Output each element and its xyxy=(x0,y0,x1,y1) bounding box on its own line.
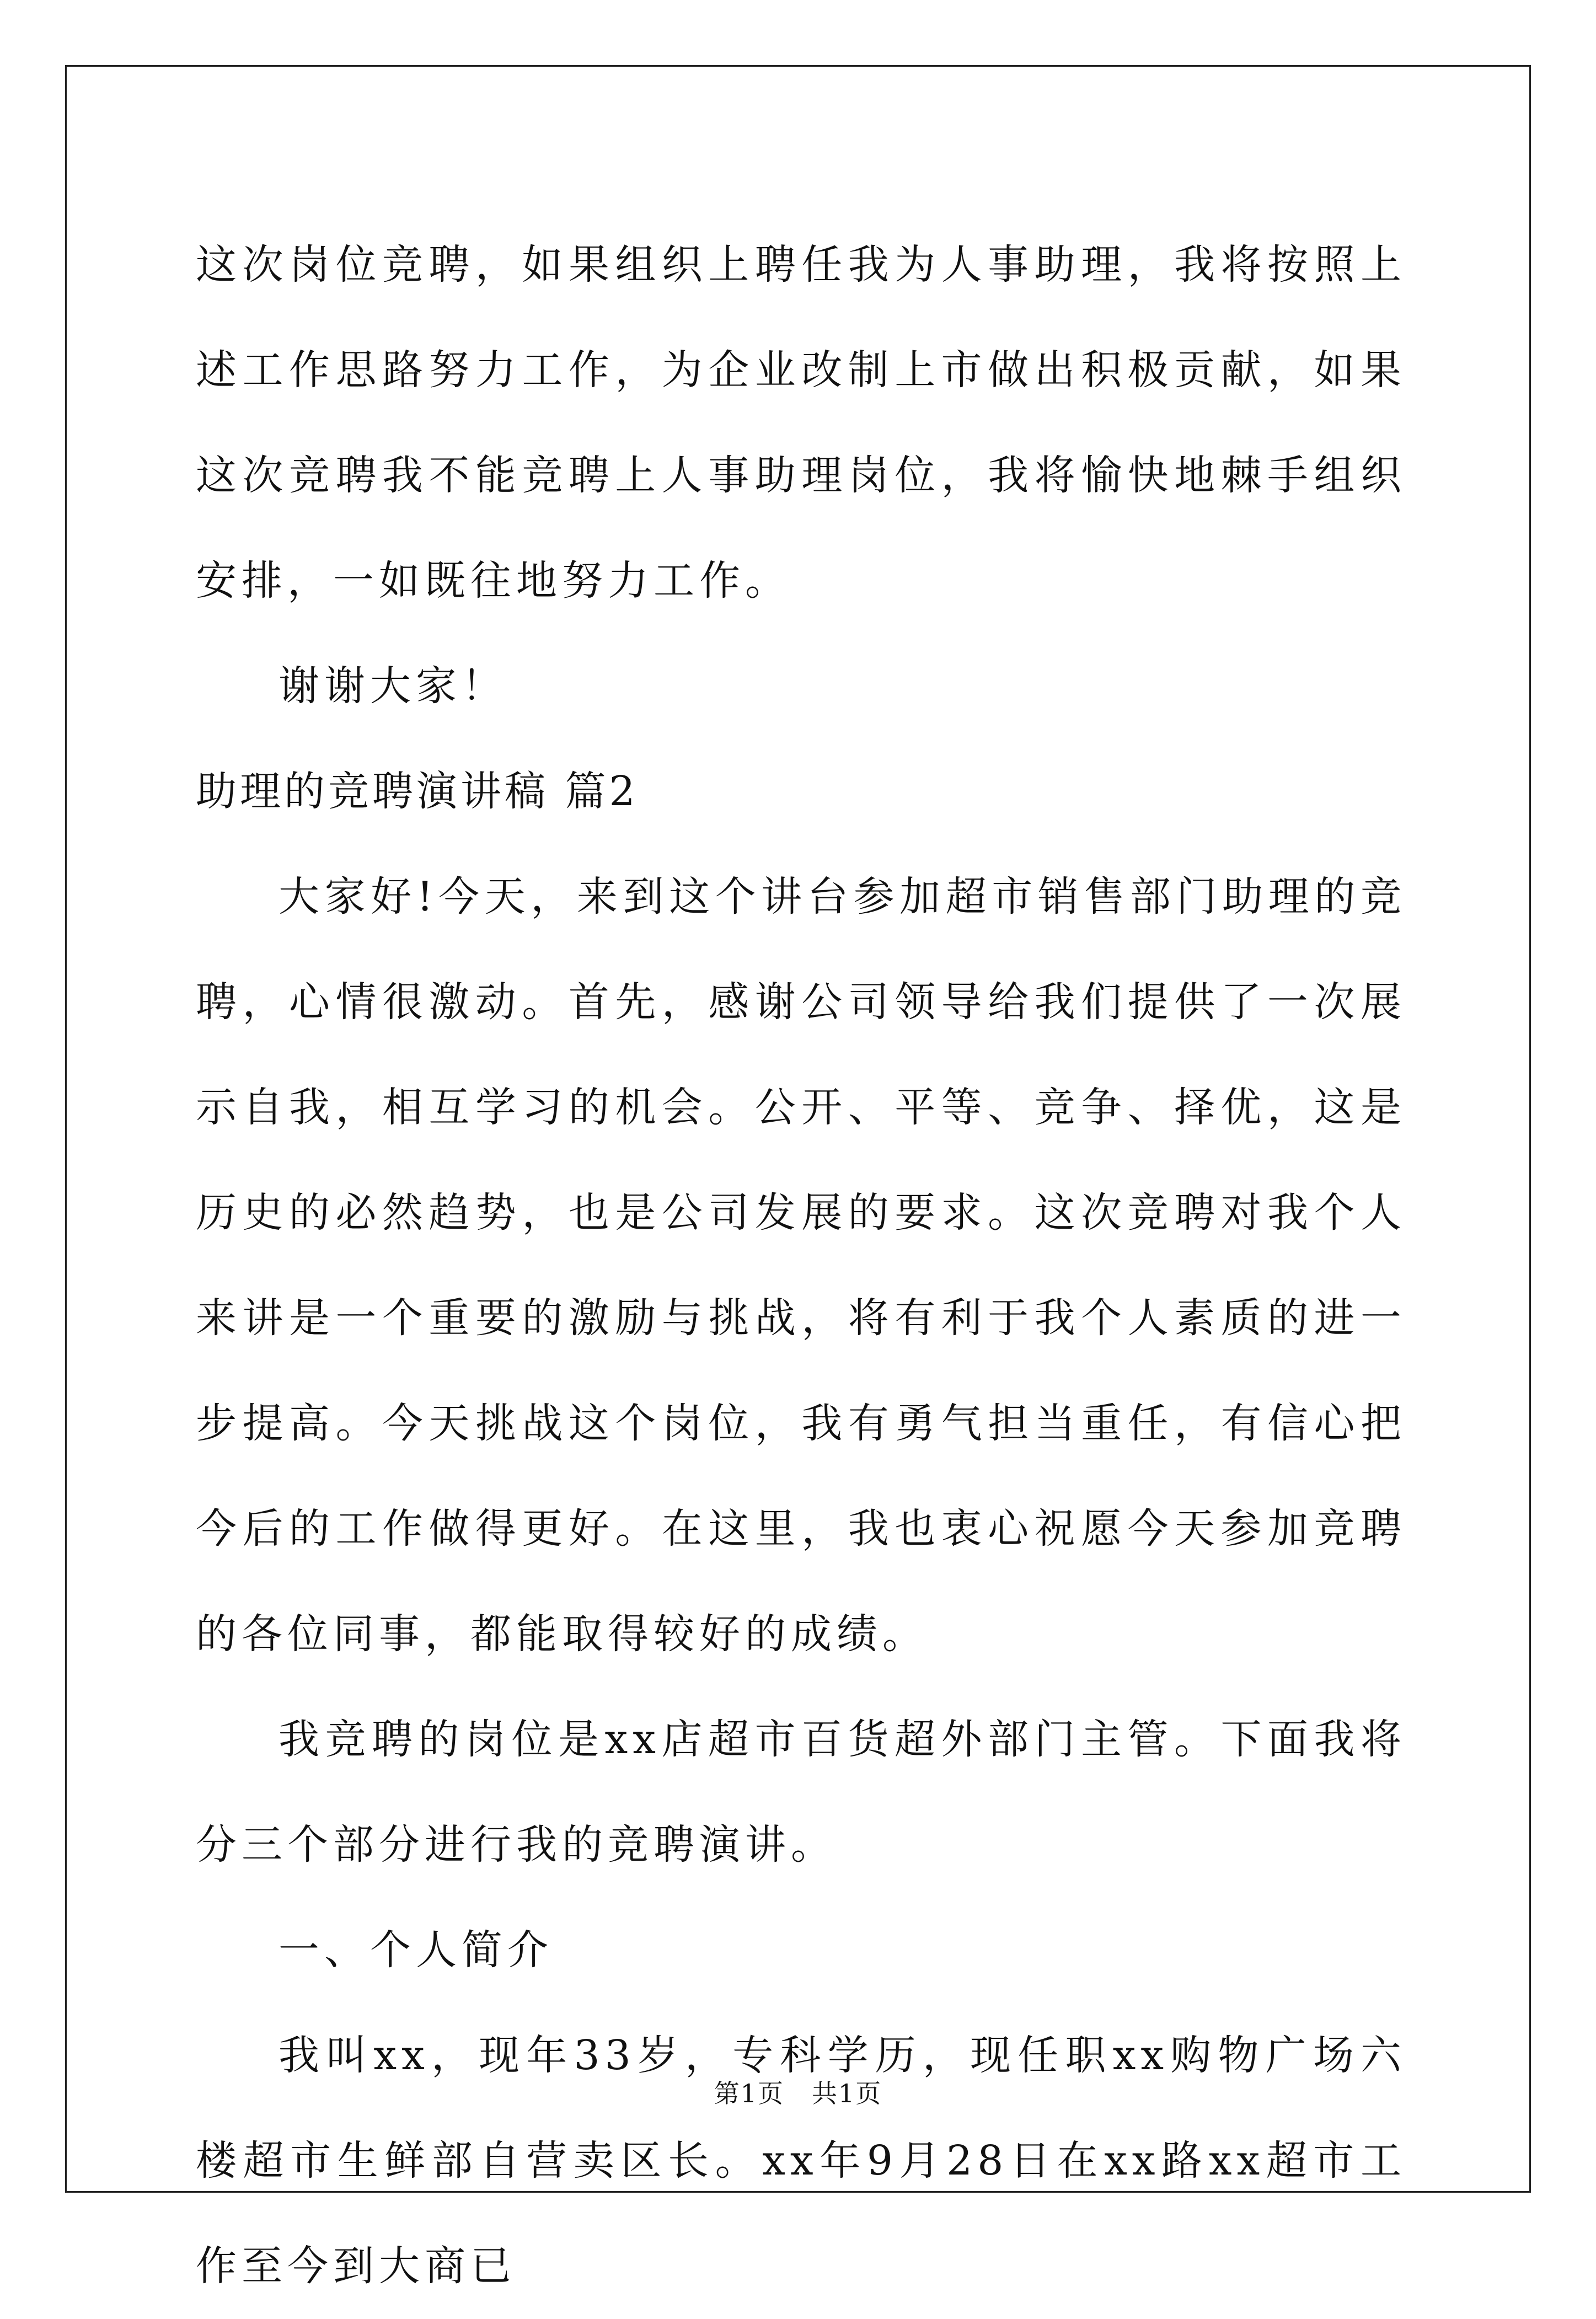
page-footer xyxy=(0,2077,1596,2110)
page-number: 第1页 xyxy=(714,2079,784,2108)
paragraph-intro: 大家好!今天，来到这个讲台参加超市销售部门助理的竞聘，心情很激动。首先，感谢公司领导给我们提供了一次展示自我，相互学习的机会。公开、平等、竞争、择优，这是历史的必然趋势，也是公司发展的要求。这次竞聘对我个人来讲是一个重要的激励与挑战，将有利于我个人素质的进一步提高。今天挑战这个岗位，我有勇气担当重任，有信心把今后的工作做得更好。在这里，我也衷心祝愿今天参加竞聘的各位同事，都能取得较好的成绩。 xyxy=(196,873,1406,1658)
paragraph-thanks: 谢谢大家！ xyxy=(279,662,507,710)
paragraph-profile: 我叫xx，现年33岁，专科学历，现任职xx购物广场六楼超市生鲜部自营卖区长。xx年9月28日在xx路xx超市工作至今到大商已 xyxy=(196,2032,1406,2290)
section-heading: 助理的竞聘演讲稿 篇2 xyxy=(196,768,639,815)
page-total: 共1页 xyxy=(812,2079,882,2108)
document-body xyxy=(196,212,1406,2319)
paragraph-body: 这次岗位竞聘，如果组织上聘任我为人事助理，我将按照上述工作思路努力工作，为企业改制上市做出积极贡献，如果这次竞聘我不能竞聘上人事助理岗位，我将愉快地棘手组织安排，一如既往地努力工作。 xyxy=(196,241,1406,604)
paragraph-subheading: 一、个人简介 xyxy=(279,1926,553,1974)
paragraph-position: 我竞聘的岗位是xx店超市百货超外部门主管。下面我将分三个部分进行我的竞聘演讲。 xyxy=(196,1716,1406,1868)
